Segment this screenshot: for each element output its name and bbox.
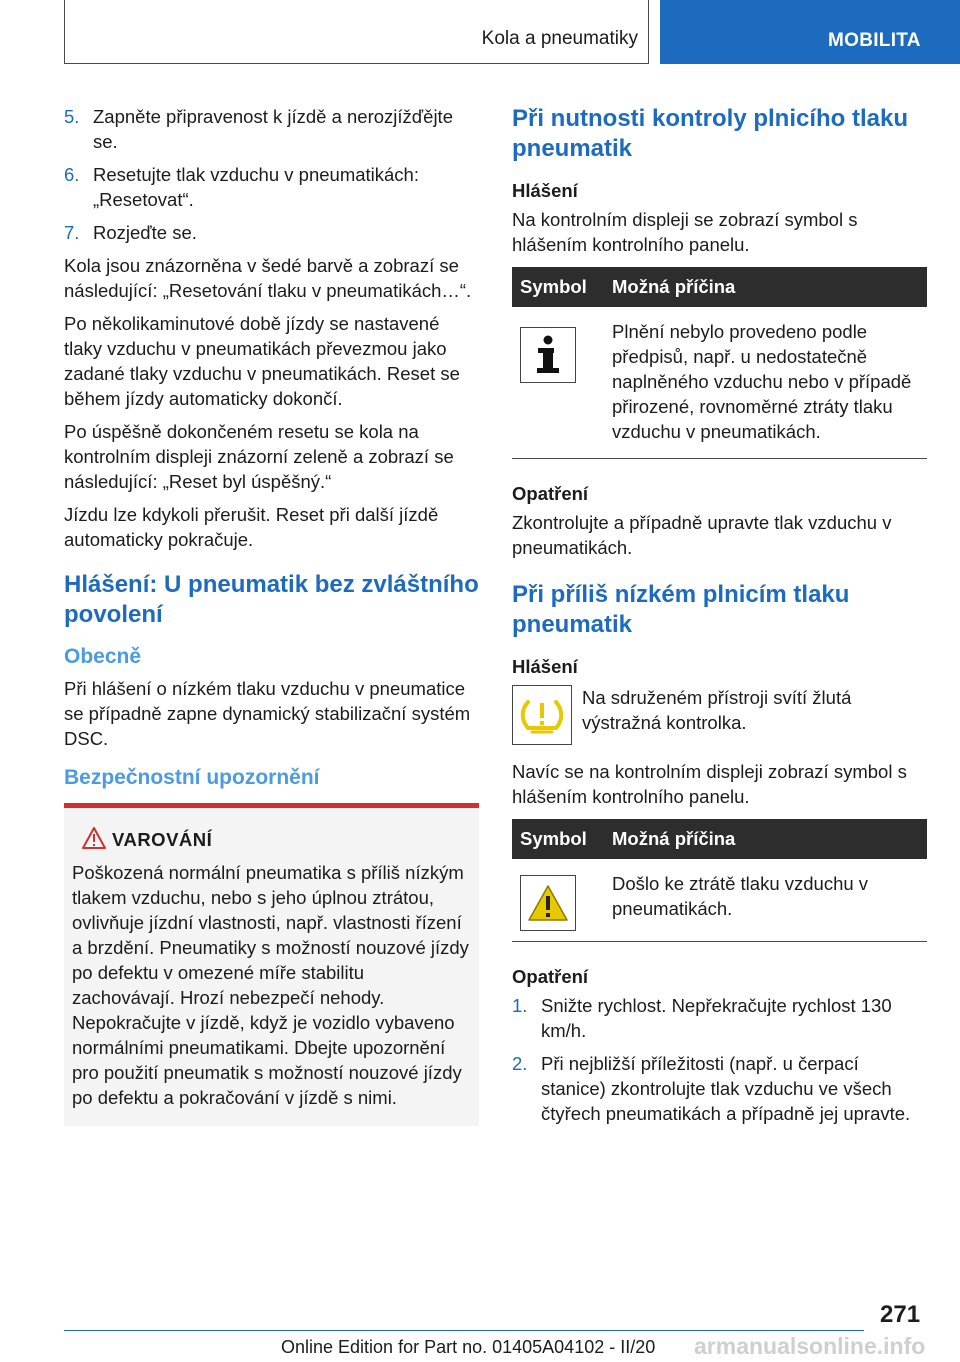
measure-label: Opatření — [512, 966, 589, 987]
warning-box — [64, 803, 479, 1126]
list-item: 1. Snižte rychlost. Nepřekračujte rychlost 130 km/h. — [512, 995, 892, 1041]
section-heading-low-pressure: Při příliš nízkém plnicím tlaku pneumatik — [512, 581, 850, 638]
page-number: 271 — [880, 1301, 921, 1328]
cause-text: Došlo ke ztrátě tlaku vzduchu v pneumatikách. — [604, 859, 927, 942]
cause-text: Plnění nebylo provedeno podle předpisů, např. u nedostatečně naplněného vzduchu nebo v případě přirozené, rovnoměrné ztráty tlaku vzduchu v pneumatikách. — [604, 307, 927, 459]
subsection-heading-general: Obecně — [64, 645, 142, 668]
info-icon — [520, 327, 576, 383]
warning-triangle-icon — [82, 827, 106, 849]
message-label: Hlášení — [512, 180, 578, 201]
table-header-cause: Možná příčina — [604, 267, 927, 307]
message-text: Na kontrolním displeji se zobrazí symbol s hlášením kontrolního panelu. — [512, 209, 858, 255]
message-text: Navíc se na kontrolním displeji zobrazí symbol s hlášením kontrolního panelu. — [512, 761, 907, 807]
left-column — [64, 104, 479, 1126]
measure-text: Zkontrolujte a případně upravte tlak vzduchu v pneumatikách. — [512, 512, 892, 558]
message-label: Hlášení — [512, 656, 578, 677]
symbol-table-low — [512, 819, 927, 942]
table-row — [512, 307, 927, 459]
list-item: 6. Resetujte tlak vzduchu v pneumatikách: „Resetovat“. — [64, 164, 419, 210]
footer-watermark: armanualsonline.info — [694, 1333, 926, 1359]
table-header-cause: Možná příčina — [604, 819, 927, 859]
paragraph: Po několikaminutové době jízdy se nastavené tlaky vzduchu v pneumatikách převezmou jako zadané tlaky vzduchu v pneumatikách. Reset se během jízdy automaticky dokončí. — [64, 313, 460, 409]
paragraph: Kola jsou znázorněna v šedé barvě a zobrazí se následující: „Resetování tlaku v pneumatikách…“. — [64, 255, 472, 301]
measure-label: Opatření — [512, 483, 589, 504]
table-row — [512, 859, 927, 942]
measure-steps-list — [512, 993, 927, 1126]
header-section-title: Kola a pneumatiky — [481, 28, 638, 49]
tire-pressure-warning-icon — [512, 685, 572, 745]
warning-title: VAROVÁNÍ — [72, 828, 471, 852]
table-header-symbol: Symbol — [512, 819, 604, 859]
list-item: 7. Rozjeďte se. — [64, 222, 197, 243]
section-heading-check-pressure: Při nutnosti kontroly plnicího tlaku pneumatik — [512, 105, 909, 162]
right-column — [512, 104, 927, 1134]
general-text: Při hlášení o nízkém tlaku vzduchu v pneumatice se případně zapne dynamický stabilizační systém DSC. — [64, 678, 471, 749]
section-heading: Hlášení: U pneumatik bez zvláštního povolení — [64, 571, 479, 628]
lamp-text: Na sdruženém přístroji svítí žlutá výstražná kontrolka. — [582, 687, 852, 733]
paragraph: Po úspěšně dokončeném resetu se kola na kontrolním displeji znázorní zeleně a zobrazí se následující: „Reset byl úspěšný.“ — [64, 421, 454, 492]
footer-edition: Online Edition for Part no. 01405A04102 - II/20 — [281, 1337, 656, 1357]
subsection-heading-safety: Bezpečnostní upozornění — [64, 766, 320, 789]
warning-text: Poškozená normální pneumatika s příliš nízkým tlakem vzduchu, nebo s jeho úplnou ztrátou, ovlivňuje jízdní vlastnosti, např. vlastnosti řízení a brzdění. Pneumatiky s možností nouzové jízdy po defektu v omezené míře stabilitu zachovávají. Hrozí nebezpečí nehody. Nepokračujte v jízdě, když je vozidlo vybaveno normálními pneumatikami. Dbejte upozornění pro použití pneumatik s možností nouzové jízdy po defektu a pokračování v jízdě s nimi. — [72, 862, 469, 1108]
warning-triangle-icon — [520, 875, 576, 931]
list-item: 5. Zapněte připravenost k jízdě a nerozjížďějte se. — [64, 106, 453, 152]
footer-rule — [64, 1330, 864, 1331]
reset-steps-list — [64, 104, 479, 245]
lamp-row — [512, 685, 927, 745]
list-item: 2. Při nejbližší příležitosti (např. u čerpací stanice) zkontrolujte tlak vzduchu ve všech čtyřech pneumatikách a případně jej upravte. — [512, 1053, 911, 1124]
header-chapter-tab: MOBILITA — [660, 0, 960, 64]
table-header-symbol: Symbol — [512, 267, 604, 307]
symbol-table-check — [512, 267, 927, 459]
paragraph: Jízdu lze kdykoli přerušit. Reset při další jízdě automaticky pokračuje. — [64, 504, 439, 550]
